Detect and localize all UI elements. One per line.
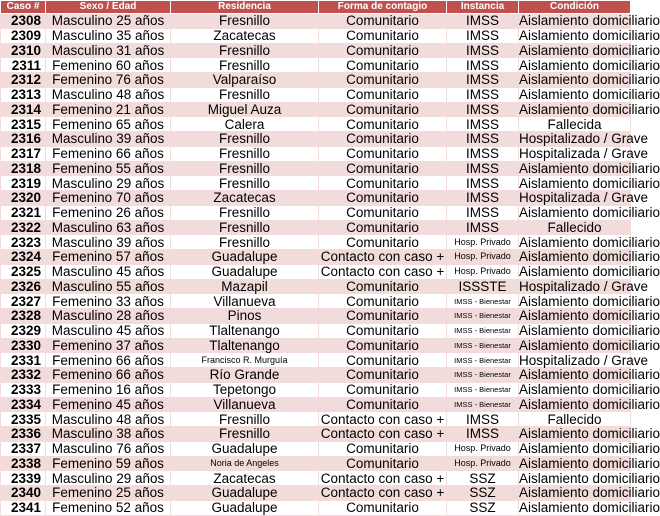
sexo-edad-cell: Masculino 48 años (46, 87, 171, 102)
forma-contagio-cell: Comunitario (319, 220, 447, 235)
caso-cell: 2311 (1, 58, 46, 73)
table-row (1, 486, 631, 501)
caso-cell: 2333 (1, 382, 46, 397)
forma-contagio-cell: Comunitario (319, 117, 447, 132)
condicion-cell: Aislamiento domiciliario (519, 101, 660, 117)
caso-cell: 2323 (1, 235, 46, 250)
forma-contagio-cell: Comunitario (319, 279, 447, 294)
residencia-cell: Fresnillo (171, 412, 319, 427)
condicion-cell: Aislamiento domiciliario (519, 455, 660, 471)
caso-cell: 2340 (1, 486, 46, 501)
instancia-cell: IMSS (447, 205, 519, 220)
residencia-cell: Río Grande (171, 368, 319, 383)
table-row (1, 205, 631, 220)
caso-cell: 2322 (1, 220, 46, 235)
residencia-cell: Mazapil (171, 279, 319, 294)
sexo-edad-cell: Femenino 55 años (46, 161, 171, 176)
caso-cell: 2326 (1, 279, 46, 294)
condicion-cell: Aislamiento domiciliario (519, 441, 660, 457)
forma-contagio-cell: Comunitario (319, 28, 447, 43)
forma-contagio-cell: Comunitario (319, 500, 447, 515)
table-body (1, 13, 660, 516)
table-row (1, 117, 631, 132)
forma-contagio-cell: Comunitario (319, 43, 447, 58)
condicion-cell: Aislamiento domiciliario (519, 87, 660, 103)
condicion-cell: Hospitalizado / Grave (519, 278, 649, 294)
instancia-cell: IMSS - Bienestar (447, 338, 519, 353)
instancia-cell: IMSS (447, 412, 519, 427)
sexo-edad-cell: Femenino 57 años (46, 250, 171, 265)
sexo-edad-cell: Femenino 66 años (46, 353, 171, 368)
residencia-cell: Zacatecas (171, 28, 319, 43)
condicion-cell: Fallecido (519, 220, 631, 235)
forma-contagio-cell: Comunitario (319, 323, 447, 338)
sexo-edad-cell: Femenino 76 años (46, 73, 171, 88)
condicion-cell: Fallecido (519, 412, 631, 427)
sexo-edad-cell: Femenino 60 años (46, 58, 171, 73)
instancia-cell: IMSS - Bienestar (447, 382, 519, 397)
instancia-cell: IMSS (447, 87, 519, 102)
residencia-cell: Tepetongo (171, 382, 319, 397)
table-row (1, 368, 631, 383)
instancia-cell: IMSS (447, 58, 519, 73)
residencia-cell: Francisco R. Murguía (171, 353, 319, 368)
condicion-cell: Aislamiento domiciliario (519, 13, 660, 29)
caso-cell: 2309 (1, 28, 46, 43)
residencia-cell: Fresnillo (171, 14, 319, 29)
residencia-cell: Guadalupe (171, 500, 319, 515)
forma-contagio-cell: Comunitario (319, 382, 447, 397)
sexo-edad-cell: Masculino 39 años (46, 132, 171, 147)
table-row (1, 14, 631, 29)
sexo-edad-cell: Masculino 29 años (46, 176, 171, 191)
forma-contagio-cell: Comunitario (319, 456, 447, 471)
condicion-cell: Hospitalizada / Grave (519, 146, 649, 162)
table-row (1, 412, 631, 427)
sexo-edad-cell: Masculino 28 años (46, 309, 171, 324)
caso-cell: 2316 (1, 132, 46, 147)
residencia-cell: Fresnillo (171, 43, 319, 58)
instancia-cell: IMSS (447, 427, 519, 442)
condicion-cell: Aislamiento domiciliario (519, 396, 660, 412)
caso-cell: 2335 (1, 412, 46, 427)
instancia-cell: IMSS (447, 220, 519, 235)
instancia-cell: IMSS - Bienestar (447, 353, 519, 368)
sexo-edad-cell: Masculino 63 años (46, 220, 171, 235)
residencia-cell: Valparaíso (171, 73, 319, 88)
residencia-cell: Fresnillo (171, 161, 319, 176)
header-row (1, 1, 631, 14)
instancia-cell: IMSS - Bienestar (447, 294, 519, 309)
residencia-cell: Villanueva (171, 294, 319, 309)
forma-contagio-cell: Contacto con caso + (319, 471, 447, 486)
caso-cell: 2330 (1, 338, 46, 353)
table-row (1, 471, 631, 486)
instancia-cell: IMSS (447, 161, 519, 176)
sexo-edad-cell: Masculino 29 años (46, 471, 171, 486)
residencia-cell: Fresnillo (171, 205, 319, 220)
forma-contagio-cell: Comunitario (319, 87, 447, 102)
table-row (1, 382, 631, 397)
caso-cell: 2315 (1, 117, 46, 132)
sexo-edad-cell: Femenino 16 años (46, 382, 171, 397)
residencia-cell: Pinos (171, 309, 319, 324)
residencia-cell: Fresnillo (171, 235, 319, 250)
instancia-cell: IMSS (447, 43, 519, 58)
table-row (1, 146, 631, 161)
residencia-cell: Zacatecas (171, 191, 319, 206)
header-caso: Caso # (1, 1, 46, 14)
sexo-edad-cell: Femenino 66 años (46, 368, 171, 383)
forma-contagio-cell: Contacto con caso + (319, 412, 447, 427)
forma-contagio-cell: Contacto con caso + (319, 264, 447, 279)
sexo-edad-cell: Masculino 48 años (46, 412, 171, 427)
caso-cell: 2313 (1, 87, 46, 102)
instancia-cell: IMSS (447, 117, 519, 132)
condicion-cell: Aislamiento domiciliario (519, 323, 660, 339)
condicion-cell: Aislamiento domiciliario (519, 337, 660, 353)
header-sexo-edad: Sexo / Edad (46, 1, 171, 14)
condicion-cell: Aislamiento domiciliario (519, 160, 660, 176)
forma-contagio-cell: Comunitario (319, 368, 447, 383)
caso-cell: 2337 (1, 441, 46, 456)
table-row (1, 264, 631, 279)
table-row (1, 441, 631, 456)
instancia-cell: Hosp. Privado (447, 235, 519, 250)
caso-cell: 2328 (1, 309, 46, 324)
sexo-edad-cell: Masculino 55 años (46, 279, 171, 294)
instancia-cell: SSZ (447, 471, 519, 486)
instancia-cell: Hosp. Privado (447, 456, 519, 471)
residencia-cell: Fresnillo (171, 146, 319, 161)
condicion-cell: Aislamiento domiciliario (519, 264, 660, 280)
caso-cell: 2310 (1, 43, 46, 58)
caso-cell: 2339 (1, 471, 46, 486)
residencia-cell: Fresnillo (171, 176, 319, 191)
condicion-cell: Aislamiento domiciliario (519, 500, 660, 516)
table-row (1, 28, 631, 43)
instancia-cell: SSZ (447, 486, 519, 501)
table-row (1, 161, 631, 176)
condicion-cell: Aislamiento domiciliario (519, 42, 660, 58)
residencia-cell: Fresnillo (171, 58, 319, 73)
table-row (1, 102, 631, 117)
instancia-cell: IMSS (447, 146, 519, 161)
condicion-cell: Aislamiento domiciliario (519, 426, 660, 442)
caso-cell: 2336 (1, 427, 46, 442)
caso-cell: 2341 (1, 500, 46, 515)
sexo-edad-cell: Femenino 26 años (46, 205, 171, 220)
condicion-cell: Aislamiento domiciliario (519, 308, 660, 324)
residencia-cell: Calera (171, 117, 319, 132)
table-row (1, 87, 631, 102)
condicion-cell: Aislamiento domiciliario (519, 470, 660, 486)
forma-contagio-cell: Comunitario (319, 235, 447, 250)
sexo-edad-cell: Femenino 33 años (46, 294, 171, 309)
instancia-cell: IMSS (447, 14, 519, 29)
caso-cell: 2327 (1, 294, 46, 309)
instancia-cell: IMSS - Bienestar (447, 309, 519, 324)
table-row (1, 309, 631, 324)
caso-cell: 2331 (1, 353, 46, 368)
condicion-cell: Aislamiento domiciliario (519, 234, 660, 250)
condicion-cell: Aislamiento domiciliario (519, 28, 660, 44)
residencia-cell: Tlaltenango (171, 338, 319, 353)
residencia-cell: Guadalupe (171, 441, 319, 456)
condicion-cell: Hospitalizado / Grave (519, 131, 649, 147)
table-row (1, 191, 631, 206)
residencia-cell: Zacatecas (171, 471, 319, 486)
sexo-edad-cell: Masculino 39 años (46, 235, 171, 250)
header-forma-contagio: Forma de contagio (319, 1, 447, 14)
condicion-cell: Aislamiento domiciliario (519, 175, 660, 191)
forma-contagio-cell: Comunitario (319, 73, 447, 88)
table-row (1, 397, 631, 412)
condicion-cell: Aislamiento domiciliario (519, 57, 660, 73)
forma-contagio-cell: Contacto con caso + (319, 427, 447, 442)
forma-contagio-cell: Contacto con caso + (319, 250, 447, 265)
sexo-edad-cell: Femenino 45 años (46, 397, 171, 412)
header-instancia: Instancia (447, 1, 519, 14)
residencia-cell: Miguel Auza (171, 102, 319, 117)
table-row (1, 220, 631, 235)
instancia-cell: IMSS (447, 73, 519, 88)
header-residencia: Residencia (171, 1, 319, 14)
forma-contagio-cell: Comunitario (319, 14, 447, 29)
table-row (1, 456, 631, 471)
sexo-edad-cell: Masculino 45 años (46, 323, 171, 338)
instancia-cell: Hosp. Privado (447, 250, 519, 265)
sexo-edad-cell: Femenino 52 años (46, 500, 171, 515)
condicion-cell: Hospitalizado / Grave (519, 352, 649, 368)
caso-cell: 2338 (1, 456, 46, 471)
residencia-cell: Fresnillo (171, 132, 319, 147)
residencia-cell: Guadalupe (171, 250, 319, 265)
instancia-cell: IMSS - Bienestar (447, 368, 519, 383)
caso-cell: 2324 (1, 250, 46, 265)
table-row (1, 294, 631, 309)
table-row (1, 427, 631, 442)
forma-contagio-cell: Comunitario (319, 294, 447, 309)
instancia-cell: IMSS - Bienestar (447, 397, 519, 412)
table-row (1, 353, 631, 368)
forma-contagio-cell: Comunitario (319, 205, 447, 220)
forma-contagio-cell: Comunitario (319, 58, 447, 73)
condicion-cell: Fallecida (519, 117, 631, 132)
forma-contagio-cell: Comunitario (319, 353, 447, 368)
header-condicion: Condición (519, 1, 631, 14)
forma-contagio-cell: Comunitario (319, 146, 447, 161)
sexo-edad-cell: Masculino 25 años (46, 14, 171, 29)
caso-cell: 2334 (1, 397, 46, 412)
table-row (1, 250, 631, 265)
condicion-cell: Aislamiento domiciliario (519, 382, 660, 398)
caso-cell: 2329 (1, 323, 46, 338)
caso-cell: 2320 (1, 191, 46, 206)
table-row (1, 132, 631, 147)
caso-cell: 2312 (1, 73, 46, 88)
sexo-edad-cell: Femenino 70 años (46, 191, 171, 206)
sexo-edad-cell: Masculino 76 años (46, 441, 171, 456)
sexo-edad-cell: Masculino 38 años (46, 427, 171, 442)
instancia-cell: IMSS (447, 191, 519, 206)
sexo-edad-cell: Femenino 21 años (46, 102, 171, 117)
forma-contagio-cell: Comunitario (319, 102, 447, 117)
caso-cell: 2318 (1, 161, 46, 176)
residencia-cell: Noria de Angeles (171, 456, 319, 471)
table-row (1, 43, 631, 58)
sexo-edad-cell: Femenino 25 años (46, 486, 171, 501)
instancia-cell: IMSS (447, 28, 519, 43)
forma-contagio-cell: Comunitario (319, 441, 447, 456)
instancia-cell: IMSS (447, 176, 519, 191)
residencia-cell: Guadalupe (171, 264, 319, 279)
instancia-cell: ISSSTE (447, 279, 519, 294)
caso-cell: 2308 (1, 14, 46, 29)
forma-contagio-cell: Contacto con caso + (319, 486, 447, 501)
forma-contagio-cell: Comunitario (319, 338, 447, 353)
residencia-cell: Villanueva (171, 397, 319, 412)
table-row (1, 323, 631, 338)
forma-contagio-cell: Comunitario (319, 397, 447, 412)
condicion-cell: Aislamiento domiciliario (519, 485, 660, 501)
caso-cell: 2319 (1, 176, 46, 191)
instancia-cell: IMSS (447, 102, 519, 117)
instancia-cell: SSZ (447, 500, 519, 515)
forma-contagio-cell: Comunitario (319, 309, 447, 324)
sexo-edad-cell: Femenino 59 años (46, 456, 171, 471)
caso-cell: 2332 (1, 368, 46, 383)
condicion-cell: Aislamiento domiciliario (519, 205, 660, 221)
caso-cell: 2321 (1, 205, 46, 220)
instancia-cell: IMSS - Bienestar (447, 323, 519, 338)
table-row (1, 235, 631, 250)
residencia-cell: Guadalupe (171, 486, 319, 501)
condicion-cell: Aislamiento domiciliario (519, 293, 660, 309)
residencia-cell: Tlaltenango (171, 323, 319, 338)
sexo-edad-cell: Femenino 37 años (46, 338, 171, 353)
residencia-cell: Fresnillo (171, 87, 319, 102)
caso-cell: 2314 (1, 102, 46, 117)
residencia-cell: Fresnillo (171, 220, 319, 235)
instancia-cell: IMSS (447, 132, 519, 147)
instancia-cell: Hosp. Privado (447, 441, 519, 456)
caso-cell: 2325 (1, 264, 46, 279)
forma-contagio-cell: Comunitario (319, 176, 447, 191)
condicion-cell: Aislamiento domiciliario (519, 249, 660, 265)
table-row (1, 73, 631, 88)
sexo-edad-cell: Masculino 45 años (46, 264, 171, 279)
caso-cell: 2317 (1, 146, 46, 161)
table-header (1, 1, 631, 14)
sexo-edad-cell: Femenino 65 años (46, 117, 171, 132)
condicion-cell: Aislamiento domiciliario (519, 367, 660, 383)
condicion-cell: Aislamiento domiciliario (519, 72, 660, 88)
condicion-cell: Hospitalizada / Grave (519, 190, 649, 206)
sexo-edad-cell: Masculino 31 años (46, 43, 171, 58)
table-row (1, 58, 631, 73)
forma-contagio-cell: Comunitario (319, 132, 447, 147)
instancia-cell: Hosp. Privado (447, 264, 519, 279)
forma-contagio-cell: Comunitario (319, 191, 447, 206)
table-row (1, 500, 631, 515)
residencia-cell: Fresnillo (171, 427, 319, 442)
table-row (1, 176, 631, 191)
table-row (1, 279, 631, 294)
table-row (1, 338, 631, 353)
forma-contagio-cell: Comunitario (319, 161, 447, 176)
sexo-edad-cell: Masculino 35 años (46, 28, 171, 43)
sexo-edad-cell: Femenino 66 años (46, 146, 171, 161)
